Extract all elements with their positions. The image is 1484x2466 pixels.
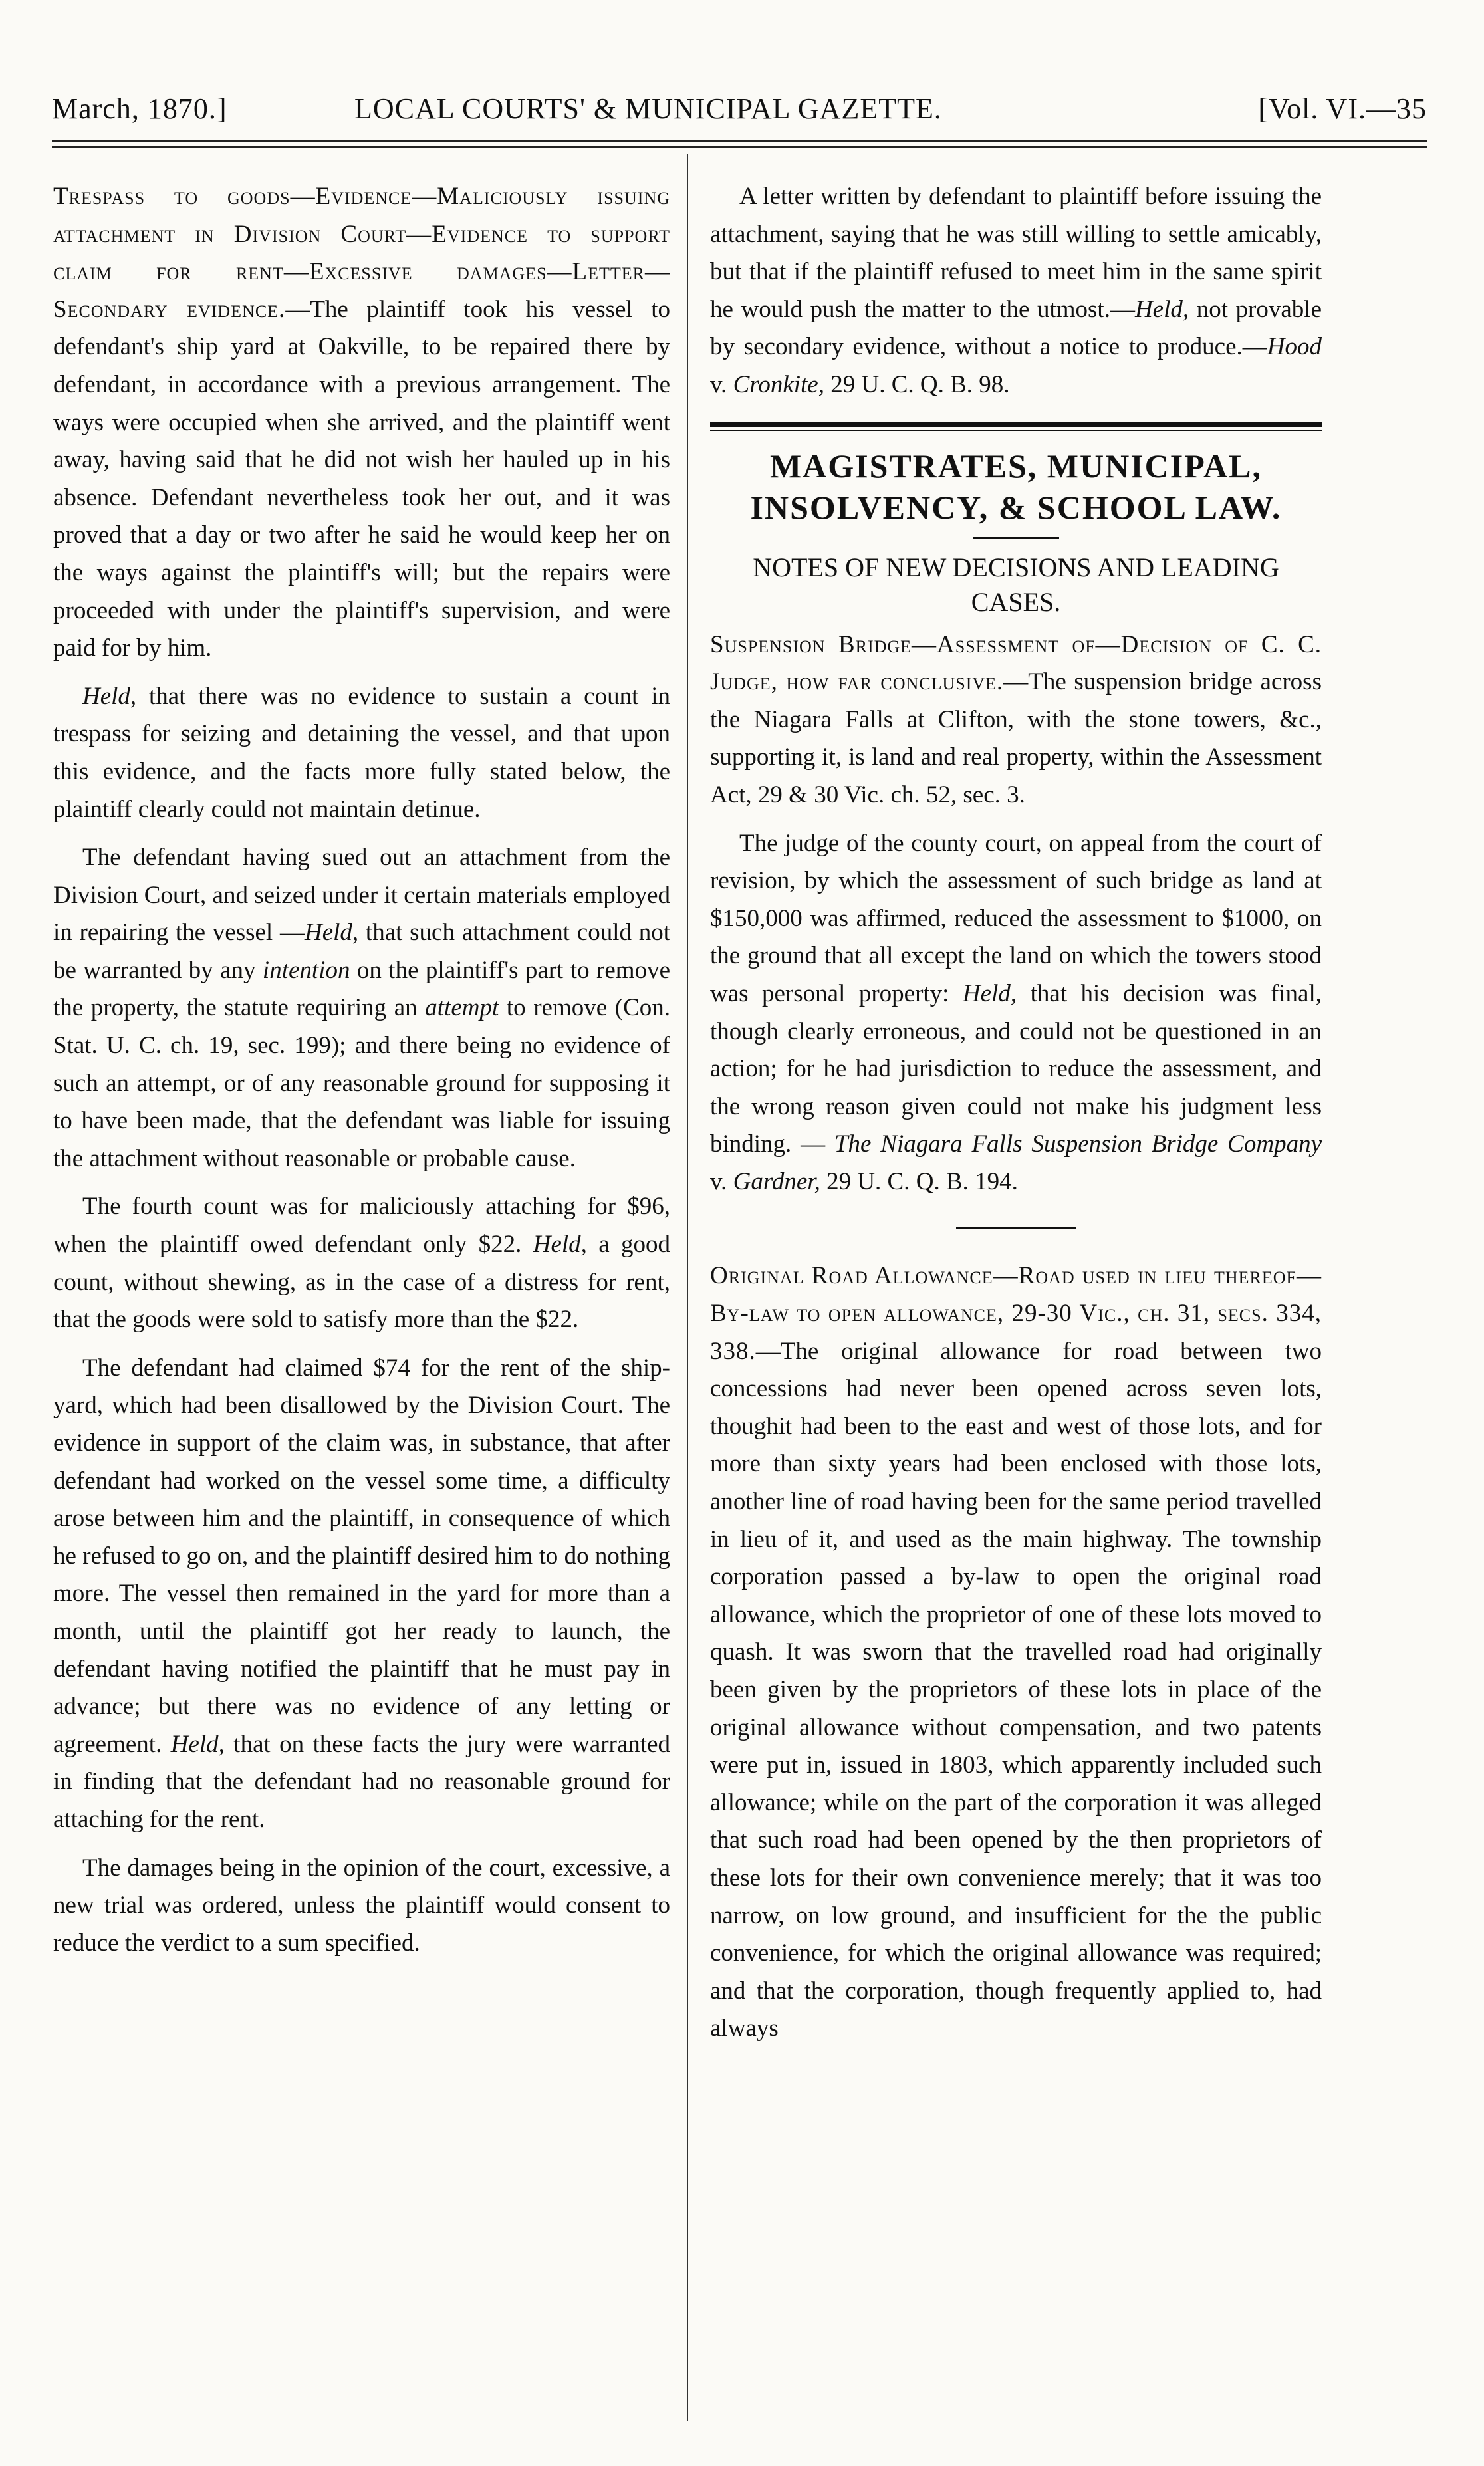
letter-paragraph bbox=[710, 178, 1322, 404]
paragraph-text: The defendant had claimed $74 for the rent of the ship-yard, which had been disallowed by the Division Court. The evidence in support of the claim was, in substance, that after defendant had worked on the vessel some time, a difficulty arose between him and the plaintiff, in consequence of which he refused to go on, and the plaintiff desired him to do nothing more. The vessel then remained in the yard for more than a month, until the plaintiff got her ready to launch, the defendant having notified the plaintiff that he must pay in advance; but there was no evidence of any letting or agreement. bbox=[53, 1354, 670, 1758]
paragraph-text: not provable by secondary evidence, without a notice to produce.— bbox=[710, 295, 1322, 361]
case-name: Cronkite, bbox=[733, 370, 824, 398]
attachment-paragraph bbox=[53, 839, 670, 1177]
held-label: Held, bbox=[1134, 295, 1189, 323]
case-trespass-headnote-paragraph bbox=[53, 178, 670, 668]
held-label: Held, bbox=[304, 919, 359, 947]
held-label: Held, bbox=[82, 682, 137, 710]
paragraph-text: The defendant having sued out an attachment from the Division Court, and seized under it certain materials employed in repairing the vessel — bbox=[53, 844, 670, 947]
paragraph-text: on the plaintiff's part to remove the property, the statute requiring an bbox=[53, 956, 670, 1022]
emphasis-text: attempt bbox=[425, 994, 499, 1022]
rent-claim-paragraph bbox=[53, 1350, 670, 1839]
case-summary: —The suspension bridge across the Niagara Falls at Clifton, with the stone towers, &c., supporting it, is land and real property, within the Assessment Act, 29 & 30 Vic. ch. 52, sec. 3. bbox=[710, 668, 1322, 808]
issue-date: March, 1870.] bbox=[52, 92, 227, 125]
case-summary: —The plaintiff took his vessel to defendant's ship yard at Oakville, to be repaired there by defendant, in accordance with a previous arrangement. The ways were occupied when she arrived, and the plaintiff went away, having said that he did not wish her hauled up in his absence. Defendant nevertheless took her out, and it was proved that a day or two after he said he would keep her on the ways against the plaintiff's will; but the repairs were proceeded with under the plaintiff's supervision, and were paid for by him. bbox=[53, 295, 670, 662]
holding-text: that there was no evidence to sustain a count in trespass for seizing and detaining the vessel, and that upon this evidence, and the facts more fully stated below, the plaintiff clearly could not maintain detinue. bbox=[53, 682, 670, 823]
case-name: Hood bbox=[1267, 333, 1322, 361]
assessment-paragraph bbox=[710, 825, 1322, 1201]
section-rule-thick bbox=[710, 422, 1322, 427]
case-headnote: Original Road Allowance—Road used in lieu thereof—By-law to open allowance, 29-30 Vic., ch. 31, secs. 334, 338. bbox=[710, 1262, 1322, 1365]
case-headnote: Suspension Bridge—Assessment of—Decision of C. C. Judge, how far conclusive. bbox=[710, 630, 1322, 696]
header-rule-double bbox=[52, 146, 1427, 148]
paragraph-text: that his decision was final, though clearly erroneous, and could not be questioned in an action; for he had jurisdiction to reduce the assessment, and the wrong reason given could not make his judgment less binding. — bbox=[710, 979, 1322, 1158]
publication-title: LOCAL COURTS' & MUNICIPAL GAZETTE. bbox=[354, 92, 942, 125]
citation: 29 U. C. Q. B. 98. bbox=[824, 370, 1010, 398]
case-separator-rule bbox=[956, 1227, 1076, 1229]
damages-paragraph: The damages being in the opinion of the court, excessive, a new trial was ordered, unless the plaintiff would consent to reduce the verdict to a sum specified. bbox=[53, 1854, 670, 1957]
paragraph-text: The fourth count was for maliciously attaching for $96, when the plaintiff owed defendant only $22. bbox=[53, 1193, 670, 1259]
paragraph-text: that on these facts the jury were warranted in finding that the defendant had no reasonable ground for attaching for the rent. bbox=[53, 1730, 670, 1833]
volume-page-number: [Vol. VI.—35 bbox=[1258, 92, 1427, 125]
emphasis-text: intention bbox=[262, 956, 350, 984]
paragraph-text: The judge of the county court, on appeal from the court of revision, by which the assessment of such bridge as land at $150,000 was affirmed, reduced the assessment to $1000, on the ground that all except the land on which the towers stood was personal property: bbox=[710, 829, 1322, 1007]
held-label: Held, bbox=[962, 979, 1017, 1007]
left-column bbox=[53, 178, 670, 1973]
section-title: MAGISTRATES, MUNICIPAL, INSOLVENCY, & SCHOOL LAW. bbox=[750, 447, 1282, 526]
paragraph-text: A letter written by defendant to plaintiff before issuing the attachment, saying that he was still willing to settle amicably, but that if the plaintiff refused to meet him in the same spirit he would push the matter to the utmost.— bbox=[710, 183, 1322, 323]
case-name: The Niagara Falls Suspension Bridge Company bbox=[834, 1130, 1322, 1158]
paragraph-text: that such attachment could not be warranted by any bbox=[53, 919, 671, 984]
subsection-title: NOTES OF NEW DECISIONS AND LEADING CASES. bbox=[753, 552, 1279, 617]
versus: v. bbox=[710, 1168, 733, 1195]
case-suspension-bridge-paragraph bbox=[710, 626, 1322, 814]
case-summary: —The original allowance for road between two concessions had never been opened across seven lots, thoughit had been to the east and west of those lots, and for more than sixty years had been enclosed with those lots, another line of road having been for the same period travelled in lieu of it, and used as the main highway. The township corporation passed a by-law to open the original road allowance, which the proprietor of one of these lots moved to quash. It was sworn that the travelled road had originally been given by the proprietors of these lots in place of the original allowance without compensation, and two patents were put in, issued in 1803, which apparently included such allowance; while on the part of the corporation it was alleged that such road had been opened by the then proprietors of these lots for their own convenience merely; that it was too narrow, on low ground, and insufficient for the the public convenience, for which the original allowance was required; and that the corporation, though frequently applied to, had always bbox=[710, 1337, 1322, 2042]
title-rule bbox=[973, 537, 1059, 539]
held-label: Held, bbox=[170, 1730, 225, 1758]
right-column bbox=[710, 178, 1322, 2058]
running-head bbox=[52, 92, 1427, 132]
holding-paragraph bbox=[53, 678, 670, 828]
paragraph-text: a good count, without shewing, as in the case of a distress for rent, that the goods were sold to satisfy more than the $22. bbox=[53, 1231, 670, 1334]
paragraph-text: to remove (Con. Stat. U. C. ch. 19, sec. 199); and there being no evidence of such an attempt, or of any reasonable ground for supposing it to have been made, that the defendant was liable for issuing the attachment without reasonable or probable cause. bbox=[53, 994, 670, 1172]
section-rule-thin bbox=[710, 430, 1322, 431]
versus: v. bbox=[710, 370, 733, 398]
case-name: Gardner, bbox=[733, 1168, 820, 1195]
case-headnote: Trespass to goods—Evidence—Maliciously issuing attachment in Division Court—Evidence to support claim for rent—Excessive damages—Letter—Secondary evidence. bbox=[53, 183, 670, 323]
column-divider bbox=[687, 154, 688, 2421]
held-label: Held, bbox=[533, 1231, 587, 1259]
case-road-allowance-paragraph bbox=[710, 1257, 1322, 2047]
citation: 29 U. C. Q. B. 194. bbox=[820, 1168, 1018, 1195]
header-rule bbox=[52, 140, 1427, 142]
fourth-count-paragraph bbox=[53, 1188, 670, 1338]
